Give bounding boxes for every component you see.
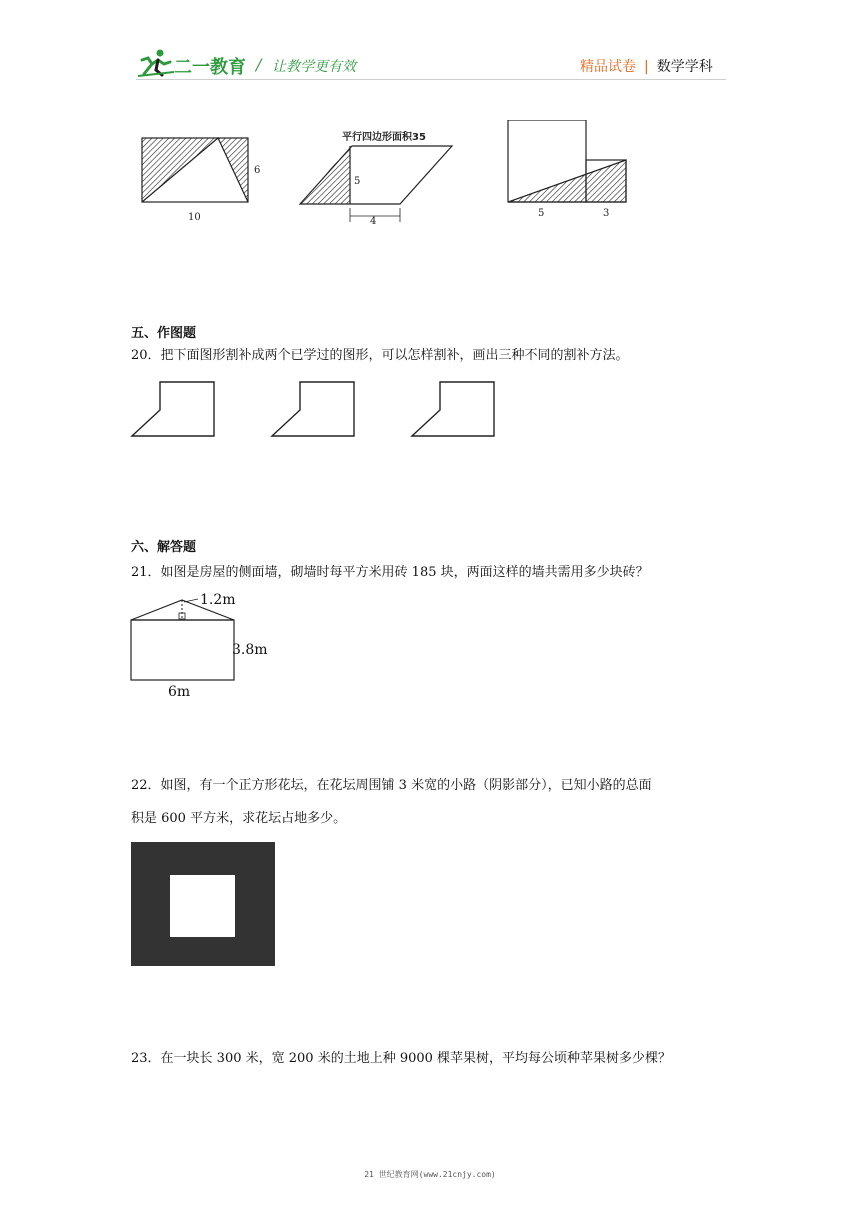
figure-parallelogram [300,130,452,227]
trapezoid-shape-2 [272,382,354,436]
header-tag: 精品试卷 [580,59,636,75]
q21-side-label: 3.8m [232,642,268,658]
flowerbed-path-square [131,842,275,966]
header-subject: 数学学科 [656,59,713,75]
section-5-title: 五、作图题 [131,326,197,341]
flowerbed-square [170,875,235,937]
q19-figures [130,120,650,240]
figure-two-squares [508,120,626,219]
q21-bottom-label: 6m [168,684,191,700]
header-right [580,56,713,76]
question-23: 23．在一块长 300 米，宽 200 米的土地上种 9000 棵苹果树，平均每公顷种苹果树多少棵？ [131,1051,672,1066]
fig1-bottom-label: 10 [188,212,201,223]
header-slogan: 让教学更有效 [272,59,356,75]
logo-runner-icon [136,48,176,78]
fig3-left-label: 5 [538,208,545,219]
footer-text: 21 世纪教育网(www.21cnjy.com) [364,1170,496,1179]
trapezoid-shape-3 [412,382,494,436]
header-separator: | [644,59,649,75]
logo-text: 二一教育 [174,57,246,78]
fig2-height-label: 5 [354,176,361,187]
q21-house-wall [128,588,278,700]
fig1-side-label: 6 [254,165,261,176]
figure-rectangle-triangle [142,138,260,223]
section-6-title: 六、解答题 [131,540,197,555]
fig3-right-label: 3 [603,208,610,219]
trapezoid-shape-1 [132,382,214,436]
header-rule [136,79,726,80]
question-21: 21．如图是房屋的侧面墙，砌墙时每平方米用砖 185 块，两面这样的墙共需用多少块砖？ [131,565,649,580]
fig2-base-label: 4 [370,216,377,227]
q21-top-label: 1.2m [200,592,236,608]
question-22-line-1: 22．如图，有一个正方形花坛，在花坛周围铺 3 米宽的小路（阴影部分），已知小路的总面 [131,778,652,793]
question-22-line-2: 积是 600 平方米，求花坛占地多少。 [131,811,347,826]
header-slash: / [256,55,262,74]
header [0,0,860,90]
fig2-title: 平行四边形面积35 [342,132,426,143]
question-20: 20．把下面图形割补成两个已学过的图形，可以怎样割补，画出三种不同的割补方法。 [131,348,629,363]
q20-shapes [128,380,508,440]
